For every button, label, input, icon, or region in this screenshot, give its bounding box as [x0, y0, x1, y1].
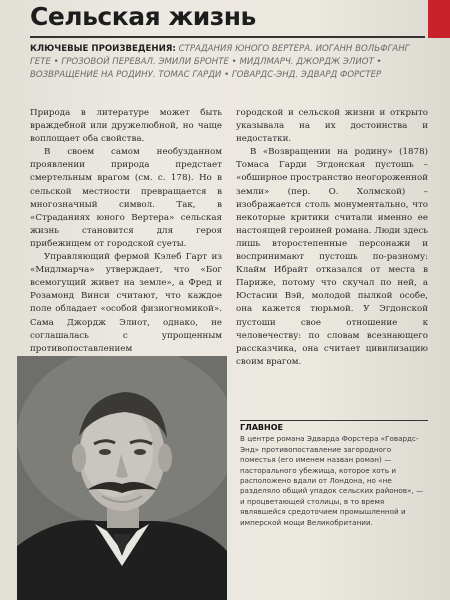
paragraph: В своем самом необузданном проявлении природа предстает смертельным врагом (см. с. 178). Но в сельской местности превращается в многозначный символ. Так, в «Страданиях юного Вертера» сельская жизнь становится для героя прибежищем от городской суеты. [30, 147, 222, 249]
key-works-label: КЛЮЧЕВЫЕ ПРОИЗВЕДЕНИЯ: [30, 44, 176, 54]
key-point-text: В центре романа Эдварда Форстера «Говардс-Энд» противопоставление загородного поместья (его именем назван роман) — пасторального убежища, которое хоть и расположено вдали от Лондона, но «не разделяло общий упадок сельских районов», — и процветающей столицы, в то время являвшейся средоточием промышленной и имперской мощи Великобритании. [240, 434, 424, 527]
portrait-photo [17, 356, 227, 600]
paragraph: В «Возвращении на родину» (1878) Томаса Гарди Эгдонская пустошь – «обширное пространство неогороженной земли» (пер. О. Холмской) – изображается столь монументально, что некоторые критики считали именно ее настоящей героиней романа. Люди здесь лишь второстепенные персонажи и воспринимают пустошь по-разному: Клайм Ибрайт отказался от места в Париже, потому что скучал по ней, а Юстасии Вэй, молодой пылкой особе, она кажется тюрьмой. У Эгдонской пустоши свое отношение к человечеству: по словам всезнающего рассказчика, она считает цивилизацию своим врагом. [236, 147, 428, 367]
key-point-heading: ГЛАВНОЕ [240, 420, 428, 433]
title-rule [30, 36, 425, 38]
text-column-right [236, 107, 428, 369]
paragraph: Природа в литературе может быть враждебной или дружелюбной, но чаще воплощает оба свойства. [30, 108, 222, 145]
portrait-illustration [17, 356, 227, 600]
text-column-left [30, 107, 222, 356]
key-point-box [240, 420, 428, 528]
paragraph: Управляющий фермой Кэлеб Гарт из «Мидлмарча» утверждает, что «Бог всемогущий живет на земле», а Фред и Розамонд Винси считают, что каждое поле обладает «особой физиогномикой». Сама Джордж Элиот, однако, не соглашалась с упрощенным противопоставлением [30, 252, 222, 354]
page-title: Сельская жизнь [30, 2, 256, 31]
key-works-list: СТРАДАНИЯ ЮНОГО ВЕРТЕРА. ИОГАНН ВОЛЬФГАНГ ГЕТЕ • ГРОЗОВОЙ ПЕРЕВАЛ. ЭМИЛИ БРОНТЕ • МИДЛМАРЧ. ДЖОРДЖ ЭЛИОТ • ВОЗВРАЩЕНИЕ НА РОДИНУ. ТОМАС ГАРДИ • ГОВАРДС-ЭНД. ЭДВАРД ФОРСТЕР [30, 44, 410, 80]
chapter-tab [428, 0, 450, 38]
key-works [30, 43, 425, 81]
paragraph: городской и сельской жизни и открыто указывала на их достоинства и недостатки. [236, 108, 428, 145]
